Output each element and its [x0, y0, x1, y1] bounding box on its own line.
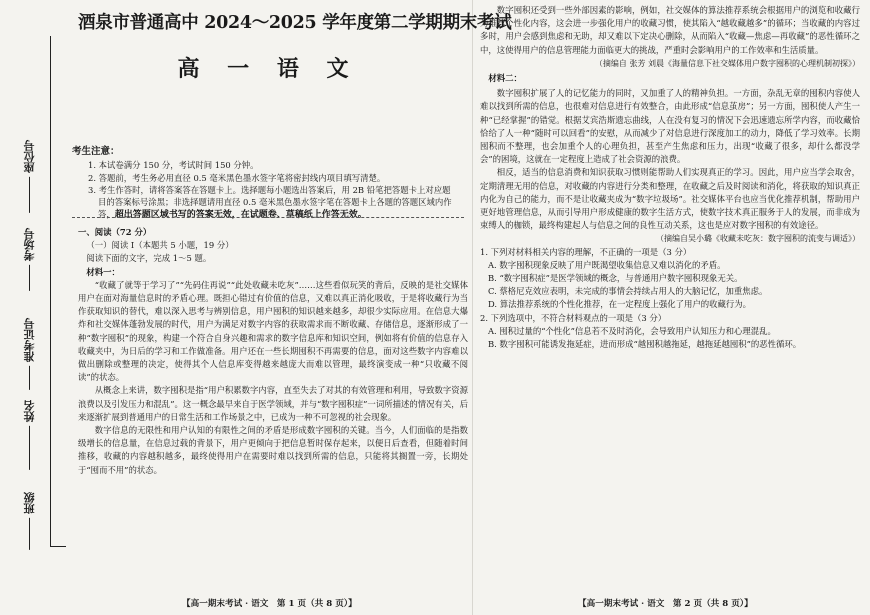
option-b: B. 数字囤积可能诱发拖延症，进而形成“越囤积越拖延，越拖延越囤积”的恶性循环。 [488, 339, 802, 350]
ticket-field [22, 318, 50, 390]
option-d: D. 算法推荐系统的个性化推荐，在一定程度上强化了用户的收藏行为。 [488, 299, 751, 310]
notice-item: 1. 本试卷满分 150 分，考试时间 150 分钟。 [88, 160, 259, 171]
seat-label: 座位号 [23, 140, 36, 173]
paragraph: “收藏了就等于学习了”“先码住再说”“此处收藏未吃灰”……这些看似玩笑的背后，反映的是社交媒体用户在面对海量信息时的矛盾心理。既担心错过有价值的信息，又难以真正消化吸收，于是将收藏行为当作获取知识的替代，难以深入思考与辨别信息，用户囤积的知识越来越多，却很少实际应用。在信息大爆炸和社交媒体蓬勃发展的时代，用户为满足对数字内容的获取需求而不断收藏、存储信息，逐渐形成了一种“数字囤积”的现象，构建一个符合自身兴趣和需求的数字信息库和知识空间，例如将有价值的信息存入收藏夹中，为日后的学习和工作做准备。用户还在一些长期囤积不再需要的信息，面对这些数字内容难以做出删除或整理的决定，使得其个人信息库变得越来越庞大而难以管理，最终演变成一种“只收藏不阅读”的状态。 [78, 279, 468, 383]
paragraph: 相反，适当的信息消费和知识获取习惯则能帮助人们实现真正的学习。因此，用户应当学会取舍，定期清理无用的信息，对收藏的内容进行分类和整理，在收藏之后及时阅读和消化，将获取的知识真正内化为自己的能力，而不是让收藏夹成为“数字垃圾场”。社交媒体平台也应当优化推荐机制，帮助用户更好地管理信息，从而引导用户形成健康的数字生活方式，使数字技术真正服务于人的发展，而非成为束缚人的枷锁，最终构建起人与信息之间的良性互动关系，这也是应对数字囤积的有效途径。 [480, 167, 860, 231]
class-field [22, 492, 50, 550]
page-divider [472, 0, 473, 615]
question-1: 1. 下列对材料相关内容的理解，不正确的一项是（3 分） [480, 246, 692, 257]
source-citation: （摘编自 张芳 刘晨《海量信息下社交媒体用户数字囤积的心理机制初探》） [594, 58, 860, 68]
name-field [22, 400, 50, 470]
notice-item: 3. 考生作答时，请将答案答在答题卡上。选择题每小题选出答案后，用 2B 铅笔把答题卡上对应题目的答案标号涂黑；非选择题请用直径 0.5 毫米黑色墨水签字笔在答题卡上各题的答题区域内作答，超出答题区域书写的答案无效，在试题卷、草稿纸上作答无效。 [88, 184, 452, 221]
option-a: A. 囤积过量的“个性化”信息若不及时消化，会导致用户认知压力和心理混乱。 [488, 325, 776, 336]
subject-title: 高 一 语 文 [177, 56, 359, 82]
paragraph: 数字信息的无限性和用户认知的有限性之间的矛盾是形成数字囤积的关键。当今，人们面临的是指数级增长的信息量，在信息过载的背景下，用户更倾向于把信息暂时保存起来，以便日后查看，但随着时间推移，收藏的内容越积越多，最终使得用户在需要时难以找到所需的信息，只能将其搁置一旁，长期处于“囤而不用”的状态。 [78, 425, 468, 475]
option-c: C. 蔡格尼克效应表明，未完成的事情会持续占用人的大脑记忆，加重焦虑。 [488, 286, 768, 297]
binding-line [50, 36, 51, 546]
material-label: 材料一： [86, 266, 120, 277]
name-label: 姓名 [23, 400, 36, 422]
right-column [480, 4, 860, 351]
notice-divider [72, 217, 464, 218]
notice-title: 考生注意： [72, 146, 120, 157]
page-footer-right: 【高一期末考试 · 语文 第 2 页（共 8 页）】 [578, 599, 753, 609]
notice-emphasis: 超出答题区域书写的答案无效，在试题卷、草稿纸上作答无效。 [114, 210, 367, 221]
paragraph: 从概念上来讲，数字囤积是指“用户积累数字内容，直至失去了对其的有效管理和利用，导致数字资源浪费以及引发压力和混乱”。这一概念最早来自于医学领域，并与“数字囤积症”一词所描述的情况有关，后来逐渐扩展到普通用户的日常生活和工作场景之中，已成为一种不可忽视的社会现象。 [78, 385, 468, 422]
question-2: 2. 下列选项中，不符合材料观点的一项是（3 分） [480, 312, 667, 323]
section-heading: 一、阅读（72 分） [78, 227, 152, 237]
notice-box [72, 146, 452, 222]
left-body [78, 226, 468, 477]
paragraph: 数字囤积扩展了人的记忆能力的同时，又加重了人的精神负担。一方面，杂乱无章的囤积内容使人难以找到所需的信息，也很难对信息进行有效整合，由此形成“信息茧房”；另一方面，囤积使人产生一种“已经掌握”的错觉。根据艾宾浩斯遗忘曲线，人在没有复习的情况下会迅速遗忘所学内容，而收藏恰恰给了人一种“随时可以回看”的安慰，从而减少了对信息进行深度加工的动力，降低了学习效率。长期囤积而不整理，也会加重个人的心理负担，甚至产生焦虑和压力，出现“收藏了很多，却什么都没学会”的困境，这就在一定程度上造成了社会资源的浪费。 [480, 88, 860, 165]
page-footer-left: 【高一期末考试 · 语文 第 1 页（共 8 页）】 [182, 599, 357, 609]
binding-corner [50, 546, 66, 547]
paragraph: 数字囤积还受到一些外部因素的影响，例如，社交媒体的算法推荐系统会根据用户的浏览和收藏行为推荐个性化内容，这会进一步强化用户的收藏习惯，使其陷入“越收藏越多”的循环；当收藏的内容过多时，用户会感到焦虑和无助，却又难以下定决心删除，从而陷入“收藏—焦虑—再收藏”的恶性循环之中，这使得用户的信息管理能力面临更大的挑战，严重时会影响用户的工作效率和生活质量。 [480, 5, 860, 55]
seat-field [22, 140, 50, 213]
option-b: B. “数字囤积症”是医学领域的概念，与普通用户数字囤积现象无关。 [488, 273, 743, 284]
class-label: 班级 [23, 492, 36, 514]
option-a: A. 数字囤积现象反映了用户既渴望收集信息又难以消化的矛盾。 [488, 259, 726, 270]
exam-room-field [22, 228, 50, 291]
subsection-heading: （一）阅读 Ⅰ（本题共 5 小题，19 分） [86, 240, 234, 251]
binding-strip [0, 0, 66, 615]
instruction: 阅读下面的文字，完成 1～5 题。 [86, 253, 212, 264]
exam-room-label: 考场号 [23, 228, 36, 261]
exam-title: 酒泉市普通高中 2024～2025 学年度第二学期期末考试 [78, 13, 512, 33]
ticket-label: 准考证号 [23, 318, 36, 362]
notice-item: 2. 答题前，考生务必用直径 0.5 毫米黑色墨水签字笔将密封线内项目填写清楚。 [88, 172, 386, 183]
source-citation: （摘编自吴小璐《收藏未吃灰：数字囤积的流变与调适》） [656, 234, 860, 244]
material-label: 材料二： [488, 73, 522, 84]
